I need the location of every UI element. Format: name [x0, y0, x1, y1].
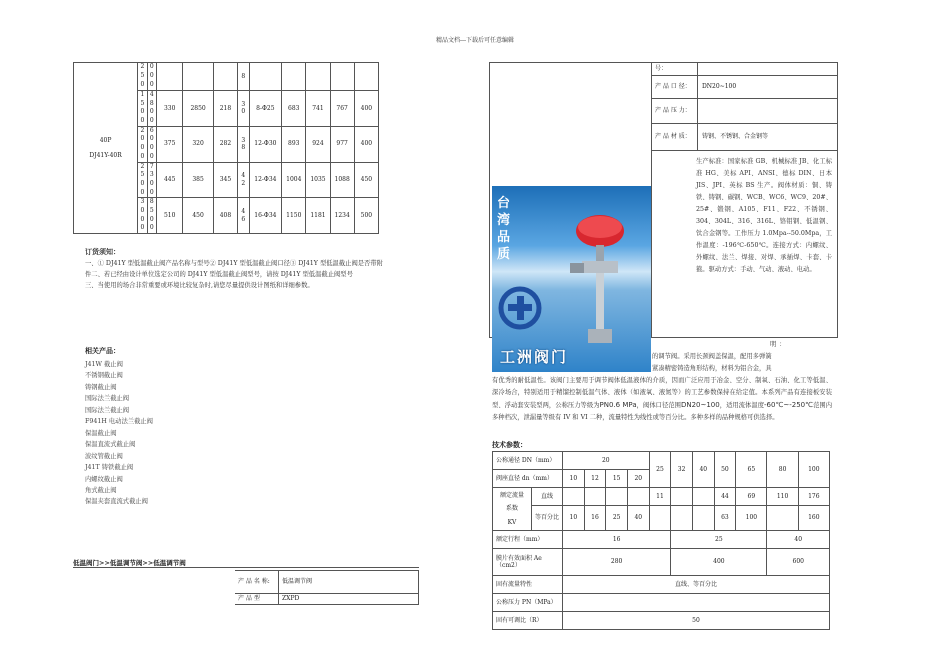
cell — [183, 63, 214, 91]
cell — [306, 63, 330, 91]
table-cell: 15 — [606, 470, 628, 488]
notes-paragraph-2: 三、当使用的场合非常重要或环境比较复杂时,请您尽量提供设计图纸和详细参数。 — [85, 282, 314, 290]
table-cell — [138, 126, 147, 162]
table-row — [493, 549, 830, 576]
table-cell — [147, 91, 156, 127]
table-cell: 69 — [736, 488, 767, 506]
tech-table — [492, 451, 830, 630]
table-cell: 16-Φ34 — [249, 198, 282, 234]
text: 1 5 0 0 — [140, 91, 145, 125]
text: 系数 — [505, 505, 518, 513]
table-cell: 100 — [798, 452, 829, 488]
table-cell: 1150 — [282, 198, 306, 234]
cell — [157, 63, 183, 91]
table-cell: 直线 — [532, 488, 563, 506]
text: 4 8 0 0 — [149, 91, 154, 125]
table-cell: 110 — [767, 488, 798, 506]
table-cell: 445 — [157, 162, 183, 198]
desc-line-2: 紧凑精密铸造角形结构，材料为铝合金，具 — [652, 365, 772, 372]
info-label: 产 品 口 径： — [652, 76, 698, 99]
table-cell: 40 — [627, 506, 649, 531]
table-cell — [627, 488, 649, 506]
table-cell — [138, 91, 147, 127]
related-link[interactable]: F941H 电动法兰截止阀 — [85, 418, 153, 426]
desc-body: 有优秀的耐低温性。该阀门主要用于调节阀体低温液体的介质，因而广泛应用于冶金、空分、制氧、石油、化工等低温、深冷场合，特别适用于精馏控制低温气体、液体（如液氧、液氮等）的工艺参数保持在给定值。本系列产品有连接板安装型、浮动套安装型两，公称压力等级为 — [492, 377, 832, 409]
caliber-value: DN20~100 — [698, 76, 838, 99]
pn-text: PN0.6 MPa — [599, 400, 637, 409]
table-cell: 500 — [354, 198, 378, 234]
related-link[interactable]: 铸钢截止阀 — [85, 383, 117, 391]
table-row — [493, 506, 830, 531]
notes-paragraph-1: 一、① DJ41Y 型低温截止阀产品名称与型号② DJ41Y 型低温截止阀口径③ DJ41Y 型低温截止阀是否带附件二、若已经由设计单位选定公司的 DJ41Y 型低温截止阀型号，请按 DJ41Y 型低温截止阀型号 — [85, 260, 383, 279]
table-cell: 400 — [671, 549, 767, 576]
table-cell: 4 6 — [238, 198, 250, 234]
table-cell: 公称压力 PN（MPa） — [493, 594, 563, 612]
table-cell — [74, 594, 235, 605]
table-row — [74, 594, 419, 605]
table-cell: 1004 — [282, 162, 306, 198]
table-cell: 280 — [563, 549, 671, 576]
table-cell — [147, 198, 156, 234]
table-cell: 218 — [213, 91, 237, 127]
table-cell: 320 — [183, 126, 214, 162]
table-cell — [671, 488, 693, 506]
table-cell: 1035 — [306, 162, 330, 198]
table-cell: 2850 — [183, 91, 214, 127]
table-cell: 924 — [306, 126, 330, 162]
related-link[interactable]: J41T 铸铁截止阀 — [85, 464, 134, 472]
table-cell: 25 — [649, 452, 671, 488]
table-cell: 408 — [213, 198, 237, 234]
table-cell: 977 — [330, 126, 354, 162]
table-cell: 450 — [354, 162, 378, 198]
table-cell: 600 — [767, 549, 830, 576]
name-label: 产 品 名 称: — [235, 571, 279, 594]
desc-body-3: ，适用流体温度 — [719, 401, 765, 409]
table-row — [493, 594, 830, 612]
table-cell: 10 — [563, 470, 585, 488]
info-label: 产 品 压 力： — [652, 99, 698, 124]
table-cell — [606, 488, 628, 506]
product-photo — [492, 186, 651, 372]
text: 3 0 0 0 — [140, 198, 145, 232]
gongzhou-logo-icon — [498, 286, 542, 330]
table-cell: 25 — [606, 506, 628, 531]
table-cell — [584, 488, 606, 506]
table-cell: 膜片有效面积 Ae（cm2） — [493, 549, 563, 576]
related-list — [85, 359, 153, 508]
dimension-table — [73, 62, 379, 234]
spec-text: 生产标准：国家标准 GB、机械标准 JB、化工标准 HG、美标 API、ANSI、德标 DIN、日本 JIS、JPI、英标 BS 生产。阀体材质：铜、铸铁、铸钢、碳钢、WCB、WC6、WC9、20#、25#、锻钢、A105、F11、F22、不锈钢、304、304L、316、316L、铬钼钢、低温钢、钛合金钢等。工作压力 1.0Mpa--50.0Mpa，工作温度：-196℃-650℃。连接方式：内螺纹、外螺纹、法兰、焊接、对焊、承插焊、卡套、卡箍。驱动方式：手动、气动、液动、电动。 — [696, 158, 832, 273]
text: 额定流量 — [499, 491, 524, 499]
divider — [73, 567, 419, 568]
table-cell: 16 — [584, 506, 606, 531]
table-cell — [74, 571, 235, 594]
material-value: 铸钢、不锈钢、合金钢等 — [698, 124, 838, 151]
table-cell — [649, 506, 671, 531]
related-link[interactable]: 国际法兰截止阀 — [85, 395, 130, 403]
related-link[interactable]: 保温夹套直流式截止阀 — [85, 498, 148, 506]
table-cell — [767, 506, 798, 531]
page-header: 精品文档---下载后可任意编辑 — [435, 37, 515, 44]
tech-title: 技术参数： — [492, 440, 527, 449]
table-cell — [138, 198, 147, 234]
table-cell: 3 0 — [238, 91, 250, 127]
model-cell — [74, 63, 138, 234]
table-cell — [698, 99, 838, 124]
desc-body-4: 范围内多种档次，泄漏量等级有 IV 和 VI 二种，流量特性为线性或等百分比。多种多样的品种规格可供选择。 — [492, 401, 833, 422]
table-row — [74, 63, 379, 91]
cell — [147, 63, 156, 91]
dn-text: DN20~100 — [680, 400, 720, 409]
spec-label: 阀座直径 dn（mm） — [493, 470, 563, 488]
table-cell: 额定行程（mm） — [493, 531, 563, 549]
text: 2 5 0 — [140, 63, 145, 88]
name-value: 低温调节阀 — [279, 571, 419, 594]
notes-title: 订货须知： — [85, 247, 120, 256]
text: 2 0 0 0 — [140, 126, 145, 160]
table-cell: 12-Φ34 — [249, 162, 282, 198]
table-cell: 40 — [767, 531, 830, 549]
table-cell: 330 — [157, 91, 183, 127]
breadcrumb[interactable]: 低温阀门>>低温调节阀>>低温调节阀 — [73, 559, 186, 567]
table-cell: 63 — [714, 506, 736, 531]
table-cell — [563, 488, 585, 506]
related-link[interactable]: 保温截止阀 — [85, 429, 117, 437]
table-cell: 直线、等百分比 — [563, 576, 830, 594]
cell — [249, 63, 282, 91]
flow-label — [493, 488, 532, 531]
table-cell: 固有流量特性 — [493, 576, 563, 594]
table-cell: 8-Φ25 — [249, 91, 282, 127]
table-cell: 375 — [157, 126, 183, 162]
photo-side-text: 台湾品质 — [497, 196, 511, 262]
temp-text: -60℃~-250℃ — [764, 400, 814, 409]
table-cell — [671, 506, 693, 531]
related-link[interactable]: 保温直流式截止阀 — [85, 441, 136, 449]
order-notes — [85, 246, 385, 291]
table-cell: 50 — [714, 452, 736, 488]
table-row — [493, 488, 830, 506]
description — [492, 375, 832, 424]
table-cell: 25 — [671, 531, 767, 549]
text: 7 3 0 0 — [149, 162, 154, 196]
valve-illustration — [552, 201, 642, 351]
table-cell — [138, 162, 147, 198]
text: 6 0 0 0 — [149, 126, 154, 160]
table-cell: 16 — [563, 531, 671, 549]
text: 0 0 0 — [149, 63, 154, 88]
related-link[interactable]: 国际法兰截止阀 — [85, 406, 130, 414]
model-value: ZXPD — [279, 594, 419, 605]
model-label: 产 品 型 — [235, 594, 279, 605]
table-cell: 1088 — [330, 162, 354, 198]
table-cell — [692, 488, 714, 506]
related-link[interactable]: 波纹管截止阀 — [85, 452, 123, 460]
cell — [330, 63, 354, 91]
text: 2 5 0 0 — [140, 162, 145, 196]
table-cell — [563, 594, 830, 612]
table-cell: 固有可调比（R） — [493, 612, 563, 630]
product-info-table — [651, 62, 838, 151]
table-cell: 20 — [627, 470, 649, 488]
related-link[interactable]: 角式截止阀 — [85, 486, 117, 494]
table-cell: 32 — [671, 452, 693, 488]
info-label: 产 品 材 质： — [652, 124, 698, 151]
table-cell: 11 — [649, 488, 671, 506]
model-line-1: 40P — [99, 136, 112, 144]
table-cell: 4 2 — [238, 162, 250, 198]
related-link[interactable]: J41W 截止阀 — [85, 361, 123, 368]
table-cell: 385 — [183, 162, 214, 198]
table-cell: 510 — [157, 198, 183, 234]
table-cell: 450 — [183, 198, 214, 234]
cell — [354, 63, 378, 91]
table-cell: 65 — [736, 452, 767, 488]
table-cell: 400 — [354, 91, 378, 127]
table-row — [74, 571, 419, 594]
table-row — [493, 452, 830, 470]
brand-name: 工洲阀门 — [500, 348, 569, 366]
table-row — [652, 63, 838, 76]
desc-line-1: 的调节阀。采用长颈阀盖保温，配用多弹簧 — [652, 353, 772, 360]
table-cell: 893 — [282, 126, 306, 162]
related-link[interactable]: 内螺纹截止阀 — [85, 475, 123, 483]
table-row — [652, 124, 838, 151]
table-row — [493, 531, 830, 549]
table-cell: 50 — [563, 612, 830, 630]
cell — [213, 63, 237, 91]
product-name-table — [73, 570, 419, 605]
spec-label: 公称通径 DN（mm） — [493, 452, 563, 470]
table-cell — [147, 126, 156, 162]
table-cell: 282 — [213, 126, 237, 162]
table-cell: 10 — [563, 506, 585, 531]
cell — [282, 63, 306, 91]
table-cell — [692, 506, 714, 531]
table-cell: 12 — [584, 470, 606, 488]
cell — [138, 63, 147, 91]
related-link[interactable]: 不锈钢截止阀 — [85, 372, 123, 380]
related-title: 相关产品： — [85, 346, 120, 355]
desc-body-2: ，阀体口径范围 — [636, 401, 681, 409]
cell: 8 — [238, 63, 250, 91]
table-cell — [698, 63, 838, 76]
table-cell: 44 — [714, 488, 736, 506]
table-cell: 1234 — [330, 198, 354, 234]
table-cell: 160 — [798, 506, 829, 531]
info-label: 号： — [652, 63, 698, 76]
table-cell: 80 — [767, 452, 798, 488]
table-cell: 20 — [563, 452, 650, 470]
table-cell: 176 — [798, 488, 829, 506]
table-row — [652, 99, 838, 124]
table-cell: 400 — [354, 126, 378, 162]
model-line-2: DJ41Y-40R — [89, 152, 122, 159]
table-cell: 100 — [736, 506, 767, 531]
table-cell: 767 — [330, 91, 354, 127]
table-cell: 345 — [213, 162, 237, 198]
text: 8 5 0 0 — [149, 198, 154, 232]
table-cell: 等百分比 — [532, 506, 563, 531]
table-cell: 3 8 — [238, 126, 250, 162]
table-cell — [147, 162, 156, 198]
table-cell: 40 — [692, 452, 714, 488]
text: KV — [507, 518, 517, 526]
table-row — [493, 612, 830, 630]
table-row — [652, 76, 838, 99]
table-cell: 1181 — [306, 198, 330, 234]
table-cell: 12-Φ30 — [249, 126, 282, 162]
table-cell: 741 — [306, 91, 330, 127]
desc-tail: 明： — [770, 341, 789, 348]
table-cell: 683 — [282, 91, 306, 127]
table-row — [493, 576, 830, 594]
